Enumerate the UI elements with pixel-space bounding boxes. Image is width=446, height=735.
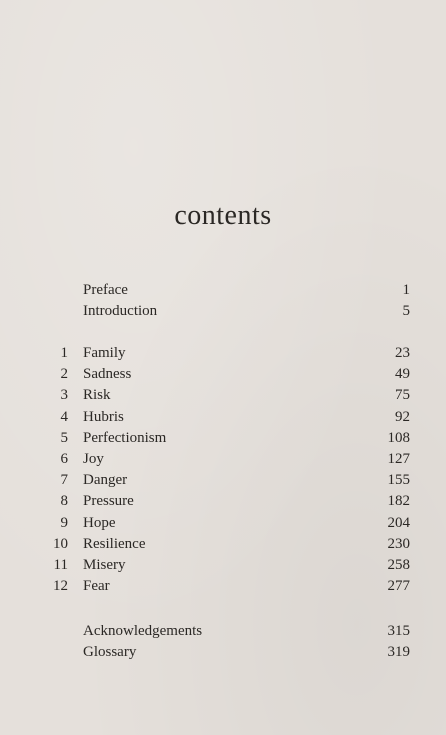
toc-entry: [44, 385, 410, 406]
toc-entry-number: 12: [53, 578, 68, 595]
toc-entry-label: Glossary: [83, 644, 137, 661]
toc-entry-page: 5: [402, 303, 410, 320]
page-title: contents: [174, 200, 272, 231]
toc-entry-page: 258: [387, 556, 410, 573]
toc-entry: [44, 301, 410, 322]
toc-entry-page: 182: [387, 493, 410, 510]
toc-entry: [44, 621, 410, 642]
toc-entry-label: Resilience: [83, 535, 146, 552]
toc-entry-page: 92: [395, 408, 410, 425]
toc-entry-label: Hope: [83, 514, 116, 531]
toc-entry: [44, 642, 410, 663]
toc-entry-number: 5: [60, 429, 68, 446]
toc-entry: [44, 407, 410, 428]
toc-entry-page: 49: [395, 366, 410, 383]
toc-entry-label: Misery: [83, 556, 126, 573]
toc-entry-page: 155: [387, 472, 410, 489]
toc-entry-page: 315: [387, 623, 410, 639]
toc-entry: [44, 555, 410, 576]
toc-entry-number: 9: [60, 514, 68, 531]
toc-entry: [44, 534, 410, 555]
toc-entry-label: Fear: [83, 578, 110, 595]
toc-entry-page: 204: [387, 514, 410, 531]
toc-entry-page: 1: [402, 282, 410, 298]
toc-entry-page: 277: [387, 578, 410, 595]
toc-entry-page: 75: [395, 387, 410, 404]
back-matter-list: [44, 621, 410, 663]
toc-entry-page: 319: [387, 644, 410, 661]
toc-entry-label: Introduction: [83, 303, 158, 320]
toc-entry: [44, 428, 410, 449]
toc-entry: [44, 343, 410, 364]
toc-entry-page: 108: [387, 429, 410, 446]
toc-entry-number: 3: [60, 387, 68, 404]
toc-entry: [44, 280, 410, 301]
toc-entry: [44, 449, 410, 470]
toc-entry-page: 230: [387, 535, 410, 552]
toc-entry-label: Preface: [83, 282, 128, 298]
toc-entry-label: Pressure: [83, 493, 134, 510]
toc-entry: [44, 364, 410, 385]
toc-entry-label: Perfectionism: [83, 429, 167, 446]
toc-entry-number: 10: [53, 535, 68, 552]
toc-entry-page: 127: [387, 450, 410, 467]
toc-entry: [44, 470, 410, 491]
front-matter-list: [44, 280, 410, 322]
toc-entry-label: Danger: [83, 472, 128, 489]
toc-entry-number: 6: [60, 450, 68, 467]
toc-entry-number: 11: [53, 556, 68, 573]
toc-entry-number: 1: [60, 345, 68, 361]
toc-entry-label: Hubris: [83, 408, 124, 425]
toc-entry-label: Risk: [83, 387, 111, 404]
toc-entry: [44, 491, 410, 512]
toc-entry-number: 4: [60, 408, 68, 425]
toc-entry-page: 23: [395, 345, 410, 361]
toc-entry-label: Sadness: [83, 366, 132, 383]
toc-entry-label: Family: [83, 345, 126, 361]
toc-entry-label: Joy: [83, 450, 104, 467]
toc-entry: [44, 576, 410, 597]
toc-entry-label: Acknowledgements: [83, 623, 203, 639]
toc-entry-number: 8: [60, 493, 68, 510]
toc-entry: [44, 513, 410, 534]
chapter-list: [44, 343, 410, 597]
toc-entry-number: 2: [60, 366, 68, 383]
toc-entry-number: 7: [60, 472, 68, 489]
